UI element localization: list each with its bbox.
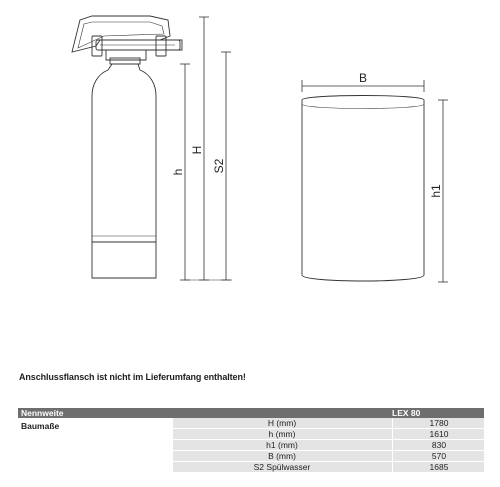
row-label: S2 Spülwasser	[253, 462, 311, 472]
table-row	[173, 461, 484, 472]
row-label: h (mm)	[268, 429, 296, 439]
spec-table	[18, 408, 484, 472]
table-row	[173, 439, 484, 450]
row-value: 570	[392, 451, 485, 461]
row-value: 1610	[392, 429, 485, 439]
group-label: Baumaße	[21, 421, 60, 431]
row-label: h1 (mm)	[266, 440, 298, 450]
dimension-lines	[180, 17, 448, 282]
control-valve-head	[72, 16, 182, 64]
table-body	[18, 418, 484, 472]
dim-label-B: B	[358, 71, 368, 85]
pressure-vessel	[92, 64, 156, 278]
table-row	[173, 428, 484, 439]
dim-label-h1: h1	[429, 184, 443, 198]
row-label: H (mm)	[267, 418, 297, 428]
dimension-labels	[171, 71, 443, 198]
dim-label-h: h	[171, 168, 185, 176]
table-row	[173, 450, 484, 461]
header-nennweite: Nennweite	[21, 408, 64, 418]
table-row	[173, 418, 484, 428]
dim-label-S2: S2	[212, 158, 226, 174]
brine-tank	[302, 96, 424, 282]
header-model: LEX 80	[392, 408, 421, 418]
dim-label-H: H	[190, 145, 204, 155]
table-header	[18, 408, 484, 418]
note-text: Anschlussflansch ist nicht im Lieferumfang enthalten!	[19, 372, 246, 382]
row-value: 830	[392, 440, 485, 450]
row-label: B (mm)	[268, 451, 296, 461]
row-value: 1780	[392, 418, 485, 428]
row-value: 1685	[392, 462, 485, 472]
